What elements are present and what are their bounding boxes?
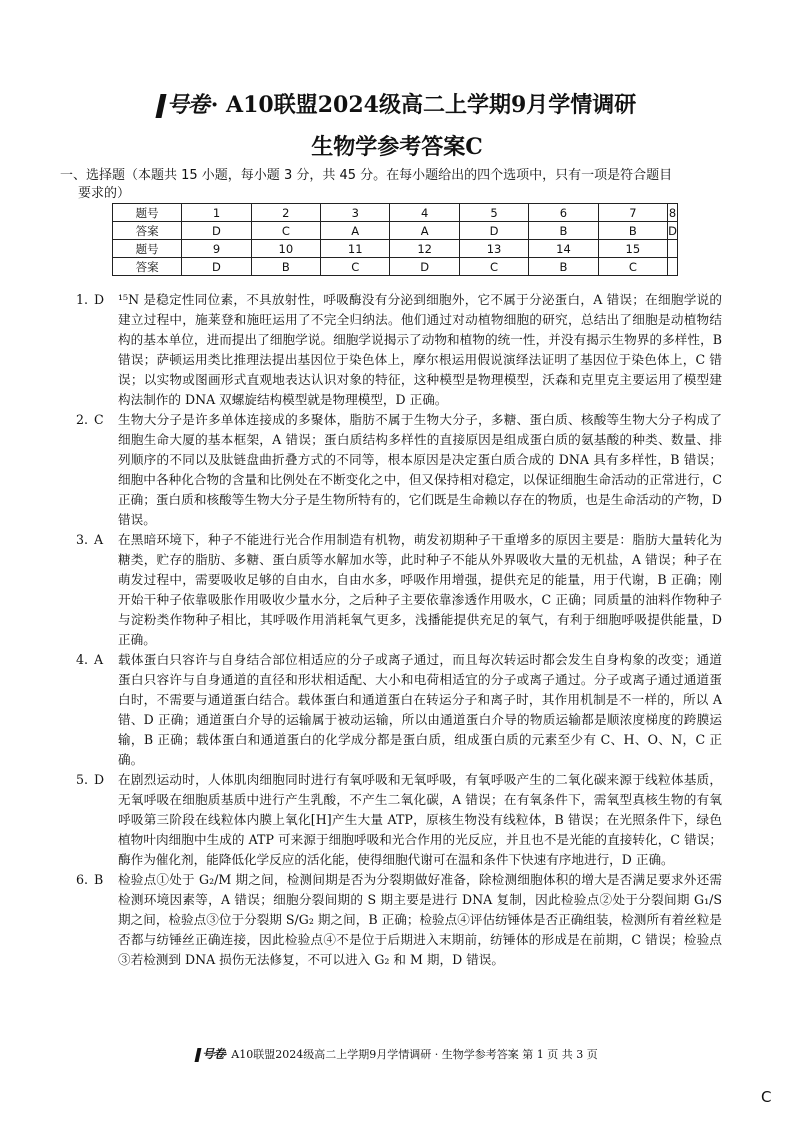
section-heading	[60, 167, 700, 203]
table-cell: 15	[598, 240, 667, 258]
table-row-header: 题号	[113, 240, 182, 258]
logo-mark-icon	[155, 94, 166, 118]
answer-number: 5.	[76, 772, 89, 787]
answer-number: 6.	[76, 872, 89, 887]
answer-explanation-text: ¹⁵N 是稳定性同位素，不具放射性，呼吸酶没有分泌到细胞外，它不属于分泌蛋白，A 错误；在细胞学说的建立过程中，施莱登和施旺运用了不完全归纳法。他们通过对动植物细胞的研究，总结出了细胞是动植物结构的基本单位，进而提出了细胞学说。细胞学说揭示了动物和植物的统一性，并没有揭示生物界的多样性，B 错误；萨顿运用类比推理法提出基因位于染色体上，摩尔根运用假说演绎法证明了基因位于染色体上，C 错误；以实物或图画形式直观地表达认识对象的特征，这种模型是物理模型，沃森和克里克主要运用了模型建构法制作的 DNA 双螺旋结构模型就是物理模型，D 正确。	[118, 292, 722, 407]
table-row	[113, 204, 678, 222]
answer-item	[72, 650, 722, 770]
table-cell: B	[598, 222, 667, 240]
answer-number: 1.	[76, 292, 89, 307]
table-cell: C	[321, 258, 390, 276]
table-cell: 6	[529, 204, 598, 222]
table-cell: A	[390, 222, 459, 240]
answer-item	[72, 290, 722, 410]
table-cell: 5	[459, 204, 528, 222]
table-cell: 11	[321, 240, 390, 258]
table-cell: D	[668, 223, 677, 238]
table-cell: C	[459, 258, 528, 276]
table-cell: D	[459, 222, 528, 240]
table-cell: 7	[598, 204, 667, 222]
table-cell: D	[390, 258, 459, 276]
version-letter: C	[761, 1088, 772, 1106]
answer-key: A	[94, 652, 104, 667]
table-cell: 1	[182, 204, 251, 222]
brand-logo	[158, 88, 209, 119]
table-cell: B	[251, 258, 320, 276]
title-line-1: · A10联盟2024级高二上学期9月学情调研	[210, 92, 637, 118]
table-cell: 10	[251, 240, 320, 258]
answer-number: 3.	[76, 532, 89, 547]
table-cell	[668, 258, 678, 276]
answer-explanation-text: 载体蛋白只容许与自身结合部位相适应的分子或离子通过，而且每次转运时都会发生自身构象的改变；通道蛋白只容许与自身通道的直径和形状相适配、大小和电荷相适宜的分子或离子通过。分子或离子通过通道蛋白时，不需要与通道蛋白结合。载体蛋白和通道蛋白在转运分子和离子时，其作用机制是不一样的，所以 A 错、D 正确；通道蛋白介导的运输属于被动运输，所以由通道蛋白介导的物质运输都是顺浓度梯度的跨膜运输，B 正确；载体蛋白和通道蛋白的化学成分都是蛋白质，组成蛋白质的元素至少有 C、H、O、N，C 正确。	[118, 652, 722, 767]
section-heading-line-2: 要求的）	[78, 186, 131, 201]
table-row-header: 答案	[113, 222, 182, 240]
answer-key: C	[94, 412, 104, 427]
answer-item	[72, 410, 722, 530]
answer-table	[112, 203, 678, 276]
answer-explanation-text: 在剧烈运动时，人体肌肉细胞同时进行有氧呼吸和无氧呼吸，有氧呼吸产生的二氧化碳来源于线粒体基质，无氧呼吸在细胞质基质中进行产生乳酸，不产生二氧化碳，A 错误；在有氧条件下，需氧型真核生物的有氧呼吸第三阶段在线粒体内膜上氧化[H]产生大量 ATP，原核生物没有线粒体，B 错误；在光照条件下，绿色植物叶肉细胞中生成的 ATP 可来源于细胞呼吸和光合作用的光反应，并且也不是光能的直接转化，C 错误；酶作为催化剂，能降低化学反应的活化能，使得细胞代谢可在温和条件下快速有序地进行，D 正确。	[118, 772, 722, 867]
table-row-header: 题号	[113, 204, 182, 222]
answer-item	[72, 770, 722, 870]
table-cell: C	[251, 222, 320, 240]
answer-explanation-text: 生物大分子是许多单体连接成的多聚体，脂肪不属于生物大分子，多糖、蛋白质、核酸等生物大分子构成了细胞生命大厦的基本框架，A 错误；蛋白质结构多样性的直接原因是组成蛋白质的氨基酸的种类、数量、排列顺序的不同以及肽链盘曲折叠方式的不同等，根本原因是决定蛋白质合成的 DNA 具有多样性，B 错误；细胞中各种化合物的含量和比例处在不断变化之中，但又保持相对稳定，以保证细胞生命活动的正常进行，C 正确；蛋白质和核酸等生物大分子是生物所特有的，它们既是生命赖以存在的物质，也是生命活动的产物，D 错误。	[118, 412, 722, 527]
answer-number: 2.	[76, 412, 89, 427]
table-row	[113, 258, 678, 276]
table-cell	[668, 240, 678, 258]
answer-key: D	[94, 772, 105, 787]
document-title	[0, 88, 794, 119]
footer-logo-mark-icon	[195, 1048, 202, 1062]
table-cell: 9	[182, 240, 251, 258]
answer-table-body	[113, 204, 678, 276]
table-cell: C	[598, 258, 667, 276]
table-cell: 12	[390, 240, 459, 258]
answer-key: D	[94, 292, 105, 307]
table-cell: 4	[390, 204, 459, 222]
table-row	[113, 240, 678, 258]
table-cell: D	[182, 222, 251, 240]
answer-explanation-text: 在黑暗环境下，种子不能进行光合作用制造有机物，萌发初期种子干重增多的原因主要是：脂肪大量转化为糖类，贮存的脂肪、多糖、蛋白质等水解加水等，此时种子不能从外界吸收大量的无机盐，A 错误；种子在萌发过程中，需要吸收足够的自由水，自由水多，呼吸作用增强，提供充足的能量，用于代谢，B 正确；刚开始干种子依靠吸胀作用吸收少量水分，之后种子主要依靠渗透作用吸水，C 正确；同质量的油料作物种子与淀粉类作物种子相比，其呼吸作用消耗氧气更多，浅播能提供充足的氧气，有利于细胞呼吸提供能量，D 正确。	[118, 532, 722, 647]
table-cell: 2	[251, 204, 320, 222]
table-cell: A	[321, 222, 390, 240]
table-cell: 8	[668, 205, 677, 220]
table-row	[113, 222, 678, 240]
answer-key: B	[94, 872, 104, 887]
answer-item	[72, 530, 722, 650]
answer-item	[72, 870, 722, 970]
table-cell: B	[529, 222, 598, 240]
page-footer	[0, 1045, 794, 1062]
table-cell: D	[182, 258, 251, 276]
footer-logo-text: 号卷	[202, 1047, 225, 1061]
table-row-header: 答案	[113, 258, 182, 276]
answer-number: 4.	[76, 652, 89, 667]
table-cell: 14	[529, 240, 598, 258]
footer-logo	[196, 1045, 224, 1062]
table-cell: 13	[459, 240, 528, 258]
answer-key: A	[94, 532, 104, 547]
table-cell: 3	[321, 204, 390, 222]
answer-explanation-text: 检验点①处于 G₂/M 期之间，检测间期是否为分裂期做好准备，除检测细胞体积的增大是否满足要求外还需检测环境因素等，A 错误；细胞分裂间期的 S 期主要是进行 DNA 复制，因此检验点②处于分裂间期 G₁/S 期之间，检验点③位于分裂期 S/G₂ 期之间，B 正确；检验点④评估纺锤体是否正确组装，检测所有着丝粒是否都与纺锤丝正确连接，因此检验点④不是位于后期进入末期前，纺锤体的形成是在前期，C 错误；检验点③若检测到 DNA 损伤无法修复，不可以进入 G₂ 和 M 期，D 错误。	[118, 872, 722, 967]
table-cell: B	[529, 258, 598, 276]
document-subtitle: 生物学参考答案C	[311, 134, 483, 160]
footer-text: · A10联盟2024级高二上学期9月学情调研 · 生物学参考答案 第 1 页 共 3 页	[224, 1048, 598, 1061]
logo-text: 号卷	[166, 92, 209, 118]
section-heading-line-1: 一、选择题（本题共 15 小题，每小题 3 分，共 45 分。在每小题给出的四个选项中，只有一项是符合题目	[60, 168, 673, 183]
answer-explanations	[72, 290, 722, 970]
